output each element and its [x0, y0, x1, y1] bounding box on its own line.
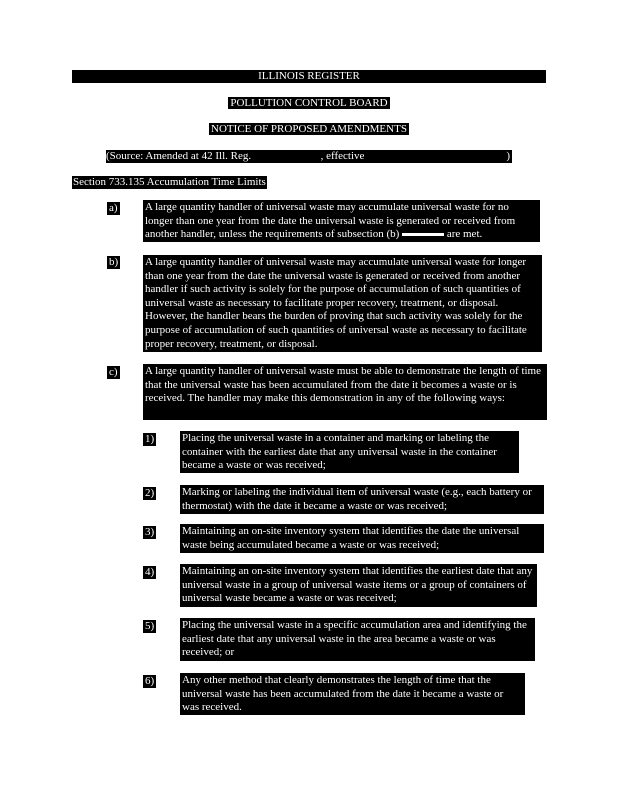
source-line [106, 150, 512, 163]
redaction-mark [402, 233, 444, 236]
item-5-label: 5) [145, 620, 155, 632]
source-suffix: ) [506, 150, 510, 162]
item-4-text: Maintaining an on-site inventory system that identifies the earliest date that any universal waste in a group of universal waste items or a group of containers of universal waste became a waste or was received; [180, 564, 537, 607]
notice-title: NOTICE OF PROPOSED AMENDMENTS [211, 123, 407, 135]
item-6-label: 6) [145, 675, 155, 687]
subsection-b-text: A large quantity handler of universal waste may accumulate universal waste for longer than one year from the date the universal waste is generated or received from another handler if such activity is solely for the purpose of accumulation of such quantities of universal waste as necessary to facilitate proper recovery, treatment, or disposal. However, the handler bears the burden of proving that such activity was solely for the purpose of accumulation of such quantities of universal waste as necessary to facilitate proper recovery, treatment, or disposal. [143, 255, 542, 352]
register-title: ILLINOIS REGISTER [72, 70, 546, 83]
subsection-a-text: A large quantity handler of universal waste may accumulate universal waste for no longer than one year from the date the universal waste is generated or received from another handler, unless the requirements of subsection (b) are met. [143, 200, 540, 242]
section-heading: Section 733.135 Accumulation Time Limits [73, 176, 266, 188]
item-4-label: 4) [145, 566, 155, 578]
source-effective: , effective [320, 150, 365, 162]
item-1-label: 1) [145, 433, 155, 445]
source-prefix: (Source: Amended at 42 Ill. Reg. [106, 150, 252, 162]
item-2-label: 2) [145, 487, 155, 499]
subsection-c-label: c) [109, 366, 118, 378]
item-3-text: Maintaining an on-site inventory system that identifies the date the universal waste being accumulated became a waste or was received; [180, 524, 544, 553]
item-6-text: Any other method that clearly demonstrates the length of time that the universal waste has been accumulated from the date it became a waste or was received. [180, 673, 525, 715]
board-title: POLLUTION CONTROL BOARD [230, 97, 388, 109]
subsection-c-text: A large quantity handler of universal waste must be able to demonstrate the length of time that the universal waste has been accumulated from the date it becomes a waste or is received. The handler may make this demonstration in any of the following ways: [143, 364, 547, 420]
subsection-a-label: a) [109, 202, 118, 214]
subsection-b-label: b) [109, 256, 119, 268]
item-3-label: 3) [145, 526, 155, 538]
item-5-text: Placing the universal waste in a specific accumulation area and identifying the earliest date that any universal waste in the area became a waste or was received; or [180, 618, 535, 661]
item-2-text: Marking or labeling the individual item of universal waste (e.g., each battery or thermostat) with the date it became a waste or was received; [180, 485, 544, 514]
item-1-text: Placing the universal waste in a container and marking or labeling the container with the earliest date that any universal waste in the container became a waste or was received; [180, 431, 519, 473]
